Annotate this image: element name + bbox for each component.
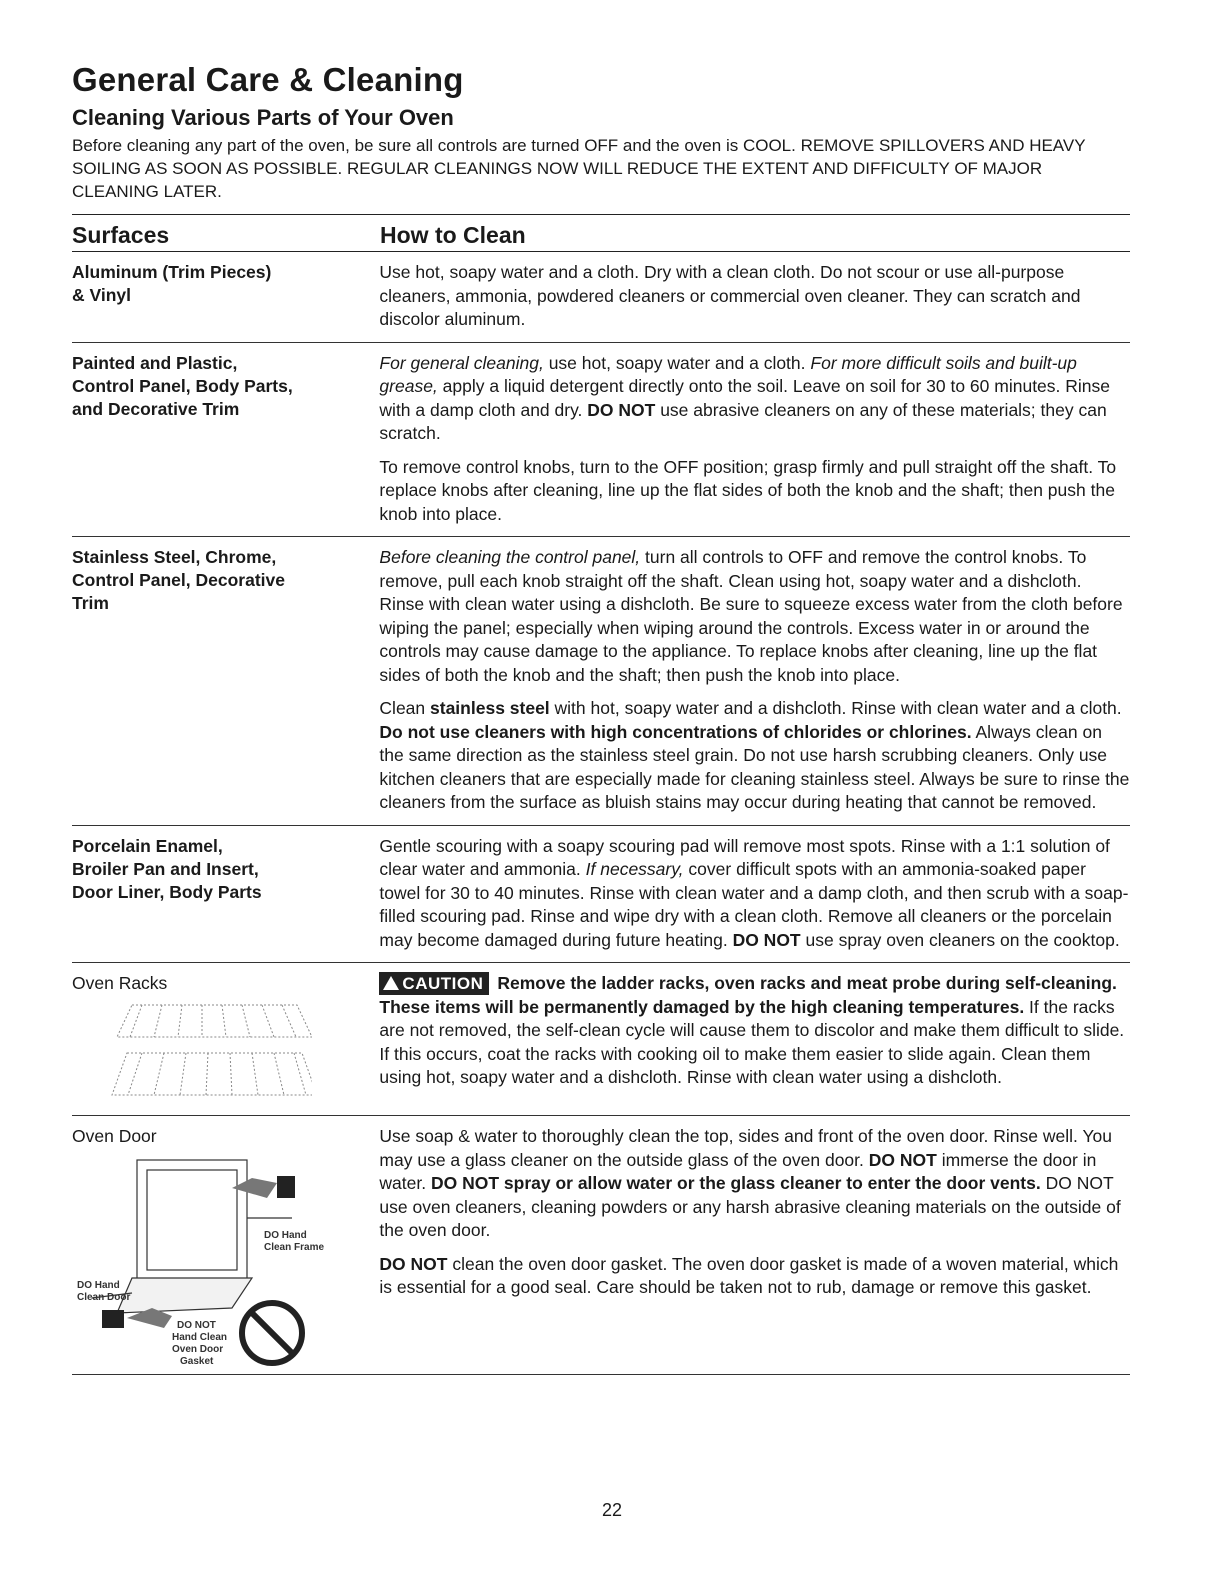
label-stainless xyxy=(72,546,379,815)
label-porcelain xyxy=(72,835,379,953)
paragraph xyxy=(379,697,1130,815)
page-number: 22 xyxy=(601,1500,623,1520)
text-run: If the racks are not removed, the self-clean cycle will cause them to discolor and make them difficult to slide. If this occurs, coat the racks with cooking oil to make them easier to slide again. Clean them using hot, soapy water and a dishcloth. Rinse with clean water using a dishcloth. xyxy=(379,996,1125,1087)
paragraph xyxy=(379,1125,1130,1243)
label-aluminum xyxy=(72,261,379,332)
label-line: and Decorative Trim xyxy=(72,398,240,419)
warning-strong: Remove the ladder racks, oven racks and meat probe during self-cleaning. These items will be permanently damaged by the high cleaning temperatures. xyxy=(379,973,1117,1017)
text-oven-door xyxy=(379,1125,1130,1368)
caution-badge xyxy=(379,972,489,995)
text-run: turn all controls to OFF and remove the control knobs. To remove, pull each knob straight off the shaft. Clean using hot, soapy water and a dishcloth. Rinse with clean water using a dishcloth. Be sure to squeeze excess water from the cloth before wiping the panel; especially when wiping around the controls. Excess water in or around the controls may cause damage to the appliance. To replace knobs after cleaning, line up the flat sides of both the knob and the shaft; then push the knob into place. xyxy=(379,547,1123,685)
paragraph xyxy=(379,546,1130,687)
text-run: apply a liquid detergent directly onto the soil. Leave on soil for 30 to 60 minutes. Rinse with a damp cloth and dry. xyxy=(379,376,1111,420)
figure-caption: Hand Clean xyxy=(172,1332,228,1343)
header-surfaces: Surfaces xyxy=(72,222,170,248)
text-painted xyxy=(379,352,1130,527)
label-line: Porcelain Enamel, xyxy=(72,835,223,856)
label-line: & Vinyl xyxy=(72,285,132,305)
text-run: Clean xyxy=(379,698,431,718)
warning-strong: Do not use cleaners with high concentrations of chlorides or chlorines. xyxy=(379,721,972,742)
text-run: use abrasive cleaners on any of these materials; they can scratch. xyxy=(379,399,1107,443)
label-line: Broiler Pan and Insert, xyxy=(72,858,259,879)
caution-label: CAUTION xyxy=(402,974,484,993)
warning-strong: DO NOT xyxy=(379,1253,448,1274)
strong-text: stainless steel xyxy=(430,698,550,718)
label-line: Oven Racks xyxy=(72,973,168,993)
page-title: General Care & Cleaning xyxy=(72,61,464,98)
emphasis: For general cleaning, xyxy=(379,352,544,373)
prohibited-icon xyxy=(242,1303,302,1363)
label-line: Stainless Steel, Chrome, xyxy=(72,547,277,567)
paragraph: Use hot, soapy water and a cloth. Dry with a clean cloth. Do not scour or use all-purpose cleaners, ammonia, powdered cleaners or commercial oven cleaner. They can scratch and discolor aluminum. xyxy=(379,262,1081,329)
text-oven-racks xyxy=(379,972,1130,1105)
oven-racks-illustration xyxy=(72,995,312,1105)
text-run: use spray oven cleaners on the cooktop. xyxy=(800,929,1120,950)
section-subtitle: Cleaning Various Parts of Your Oven xyxy=(72,105,454,130)
row-painted xyxy=(72,343,1130,538)
label-line: Door Liner, Body Parts xyxy=(72,881,262,902)
text-porcelain xyxy=(379,835,1130,953)
label-line: Control Panel, Decorative xyxy=(72,570,285,590)
text-aluminum xyxy=(379,261,1130,332)
label-oven-door xyxy=(72,1125,379,1368)
figure-caption: DO Hand xyxy=(264,1230,307,1241)
row-aluminum xyxy=(72,252,1130,343)
text-run: Gentle scouring with a soapy scouring pad will remove most spots. Rinse with a 1:1 solution of clear water and ammonia. xyxy=(379,835,1110,879)
oven-door-illustration xyxy=(72,1148,342,1368)
label-painted xyxy=(72,352,379,527)
text-run: immerse the door in water. xyxy=(379,1149,1097,1193)
paragraph xyxy=(379,352,1130,446)
text-run: cover difficult spots with an ammonia-soaked paper towel for 30 to 40 minutes. Rinse with clean water and a damp cloth, and then scrub with a soap-filled scouring pad. Rinse and wipe dry with a clean cloth. Remove all cleaners or the porcelain may become damaged during future heating. xyxy=(379,859,1129,950)
figure-caption: Oven Door xyxy=(172,1344,224,1355)
label-oven-racks xyxy=(72,972,379,1105)
paragraph xyxy=(379,1253,1130,1300)
text-run: Use soap & water to thoroughly clean the top, sides and front of the oven door. Rinse well. You may use a glass cleaner on the outside glass of the oven door. xyxy=(379,1126,1112,1170)
column-headers xyxy=(72,215,1130,252)
label-line: Control Panel, Body Parts, xyxy=(72,375,293,396)
row-stainless xyxy=(72,537,1130,826)
header-how-to-clean: How to Clean xyxy=(380,222,526,248)
figure-caption: DO Hand xyxy=(77,1280,120,1291)
text-run: use hot, soapy water and a cloth. xyxy=(543,352,811,373)
label-line: Trim xyxy=(72,593,109,613)
emphasis: If necessary, xyxy=(585,859,684,879)
label-line: Aluminum (Trim Pieces) xyxy=(72,262,272,282)
row-oven-racks xyxy=(72,963,1130,1116)
cloth-icon xyxy=(277,1176,295,1198)
figure-caption: Clean Door xyxy=(77,1292,131,1303)
warning-strong: DO NOT xyxy=(587,399,656,420)
label-line: Painted and Plastic, xyxy=(72,352,238,373)
warning-triangle-icon xyxy=(383,976,399,990)
figure-caption: DO NOT xyxy=(177,1320,216,1331)
paragraph: To remove control knobs, turn to the OFF position; grasp firmly and pull straight off the shaft. To replace knobs after cleaning, line up the flat sides of both the knob and the shaft; then push the knob into place. xyxy=(379,456,1117,524)
row-porcelain xyxy=(72,826,1130,964)
emphasis: For more difficult soils and built-up grease, xyxy=(379,352,1077,396)
cloth-icon xyxy=(102,1310,124,1328)
emphasis: Before cleaning the control panel, xyxy=(379,547,641,567)
warning-strong: DO NOT xyxy=(732,929,801,950)
figure-caption: Gasket xyxy=(180,1356,214,1367)
text-run: DO NOT use oven cleaners, cleaning powders or any harsh abrasive cleaning materials on the outside of the oven door. xyxy=(379,1173,1121,1240)
text-run: clean the oven door gasket. The oven door gasket is made of a woven material, which is essential for a good seal. Care should be taken not to rub, damage or remove this gasket. xyxy=(379,1253,1119,1297)
intro-paragraph: Before cleaning any part of the oven, be sure all controls are turned OFF and the oven is COOL. REMOVE SPILLOVERS AND HEAVY SOILING AS SOON AS POSSIBLE. REGULAR CLEANINGS NOW WILL REDUCE THE EXTENT AND DIFFICULTY OF MAJOR CLEANING LATER. xyxy=(72,136,1086,201)
text-run: Always clean on the same direction as the stainless steel grain. Do not use harsh scrubbing cleaners. Only use kitchen cleaners that are especially made for cleaning stainless steel. Always be sure to rinse the cleaners from the surface as bluish stains may occur during heating that cannot be removed. xyxy=(379,721,1130,812)
warning-strong: DO NOT xyxy=(868,1149,937,1170)
text-stainless xyxy=(379,546,1130,815)
paragraph xyxy=(379,835,1130,953)
page xyxy=(72,60,1130,1375)
paragraph xyxy=(379,972,1130,1090)
figure-caption: Clean Frame xyxy=(264,1242,325,1253)
hand-icon xyxy=(232,1178,277,1198)
warning-strong: DO NOT spray or allow water or the glass cleaner to enter the door vents. xyxy=(430,1173,1041,1193)
row-oven-door xyxy=(72,1116,1130,1375)
label-line: Oven Door xyxy=(72,1126,157,1146)
text-run: with hot, soapy water and a dishcloth. Rinse with clean water and a cloth. xyxy=(549,698,1122,718)
